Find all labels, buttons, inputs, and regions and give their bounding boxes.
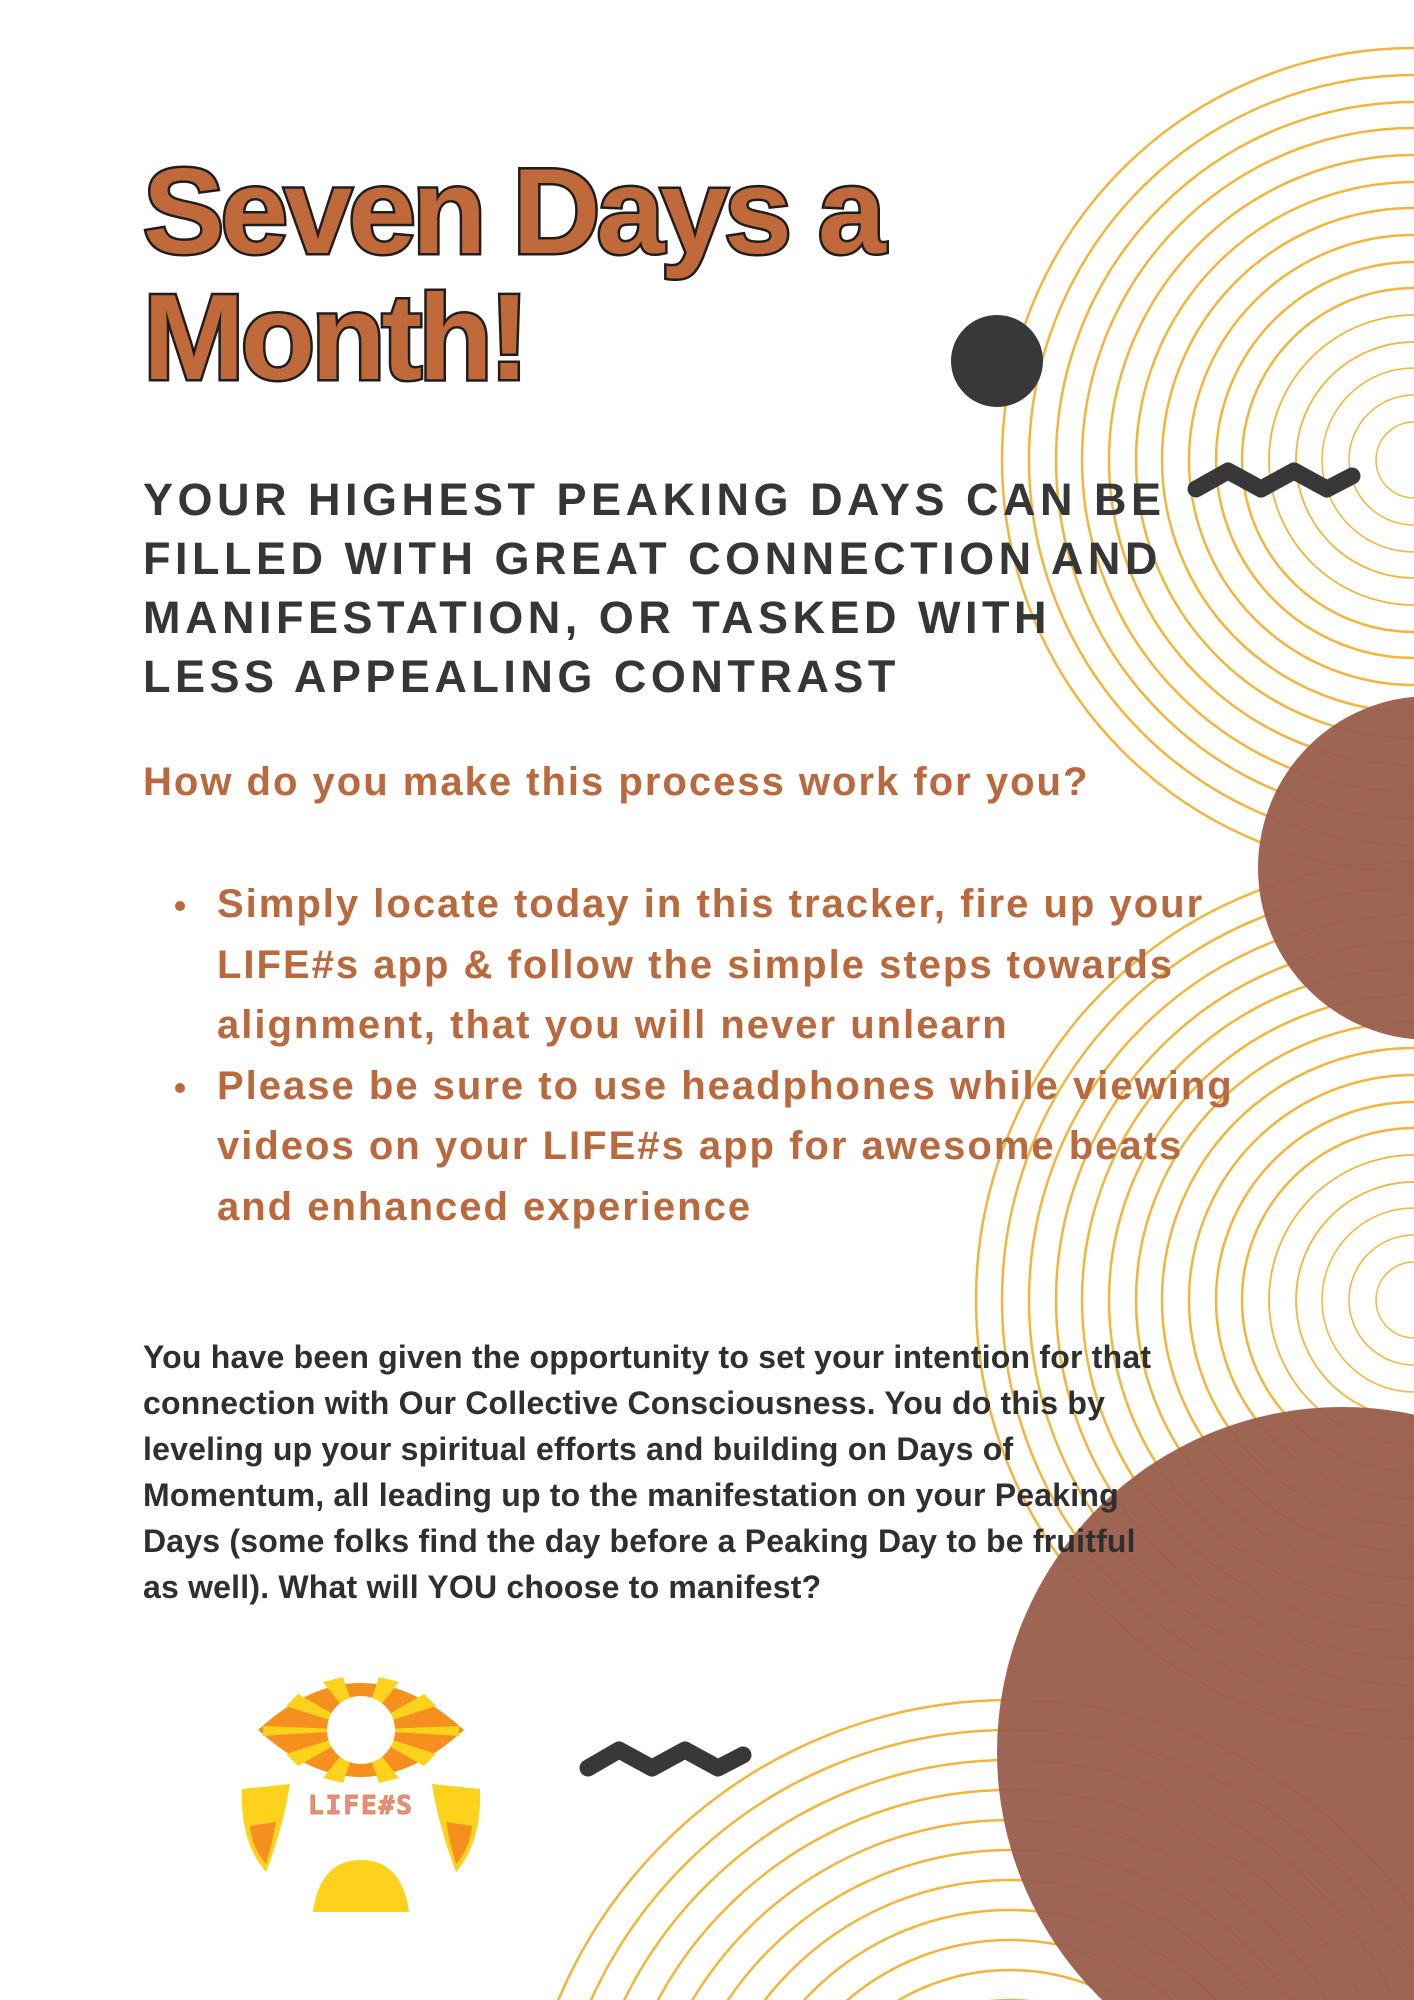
zigzag-icon-bottom [588, 1750, 743, 1768]
zigzag-icon-top [1196, 471, 1352, 489]
brown-circle-upper [1258, 696, 1414, 1040]
page-title [143, 143, 1043, 405]
subtitle-statement: YOUR HIGHEST PEAKING DAYS CAN BE FILLED WITH GREAT CONNECTION AND MANIFESTATION, OR TASKED WITH LESS APPEALING CONTRAST [143, 474, 1166, 702]
title-line-1: Seven Days a [143, 143, 882, 279]
process-question: How do you make this process work for you? [143, 760, 1090, 804]
list-item [217, 874, 1257, 1056]
list-item-text: Simply locate today in this tracker, fire up your LIFE#s app & follow the simple steps towards alignment, that you will never unlearn [217, 882, 1205, 1047]
list-item-text: Please be sure to use headphones while viewing videos on your LIFE#s app for awesome beats and enhanced experience [217, 1063, 1234, 1229]
bullet-icon [175, 1083, 185, 1093]
logo-bottom-petal [313, 1860, 409, 1912]
logo-text: LIFE#S [308, 1791, 414, 1821]
list-item [217, 1056, 1257, 1238]
instruction-list [143, 874, 1257, 1237]
bullet-icon [175, 901, 185, 911]
logo-eye-icon [258, 1677, 464, 1783]
title-line-2: Month! [143, 269, 526, 405]
body-paragraph: You have been given the opportunity to set your intention for that connection with Our Collective Consciousness. You do this by leveling up your spiritual efforts and building on Days of Momentum, all leading up to the manifestation on your Peaking Days (some folks find the day before a Peaking Day to be fruitful as well). What will YOU choose to manifest? [143, 1339, 1152, 1605]
lifes-logo [238, 1676, 484, 1916]
